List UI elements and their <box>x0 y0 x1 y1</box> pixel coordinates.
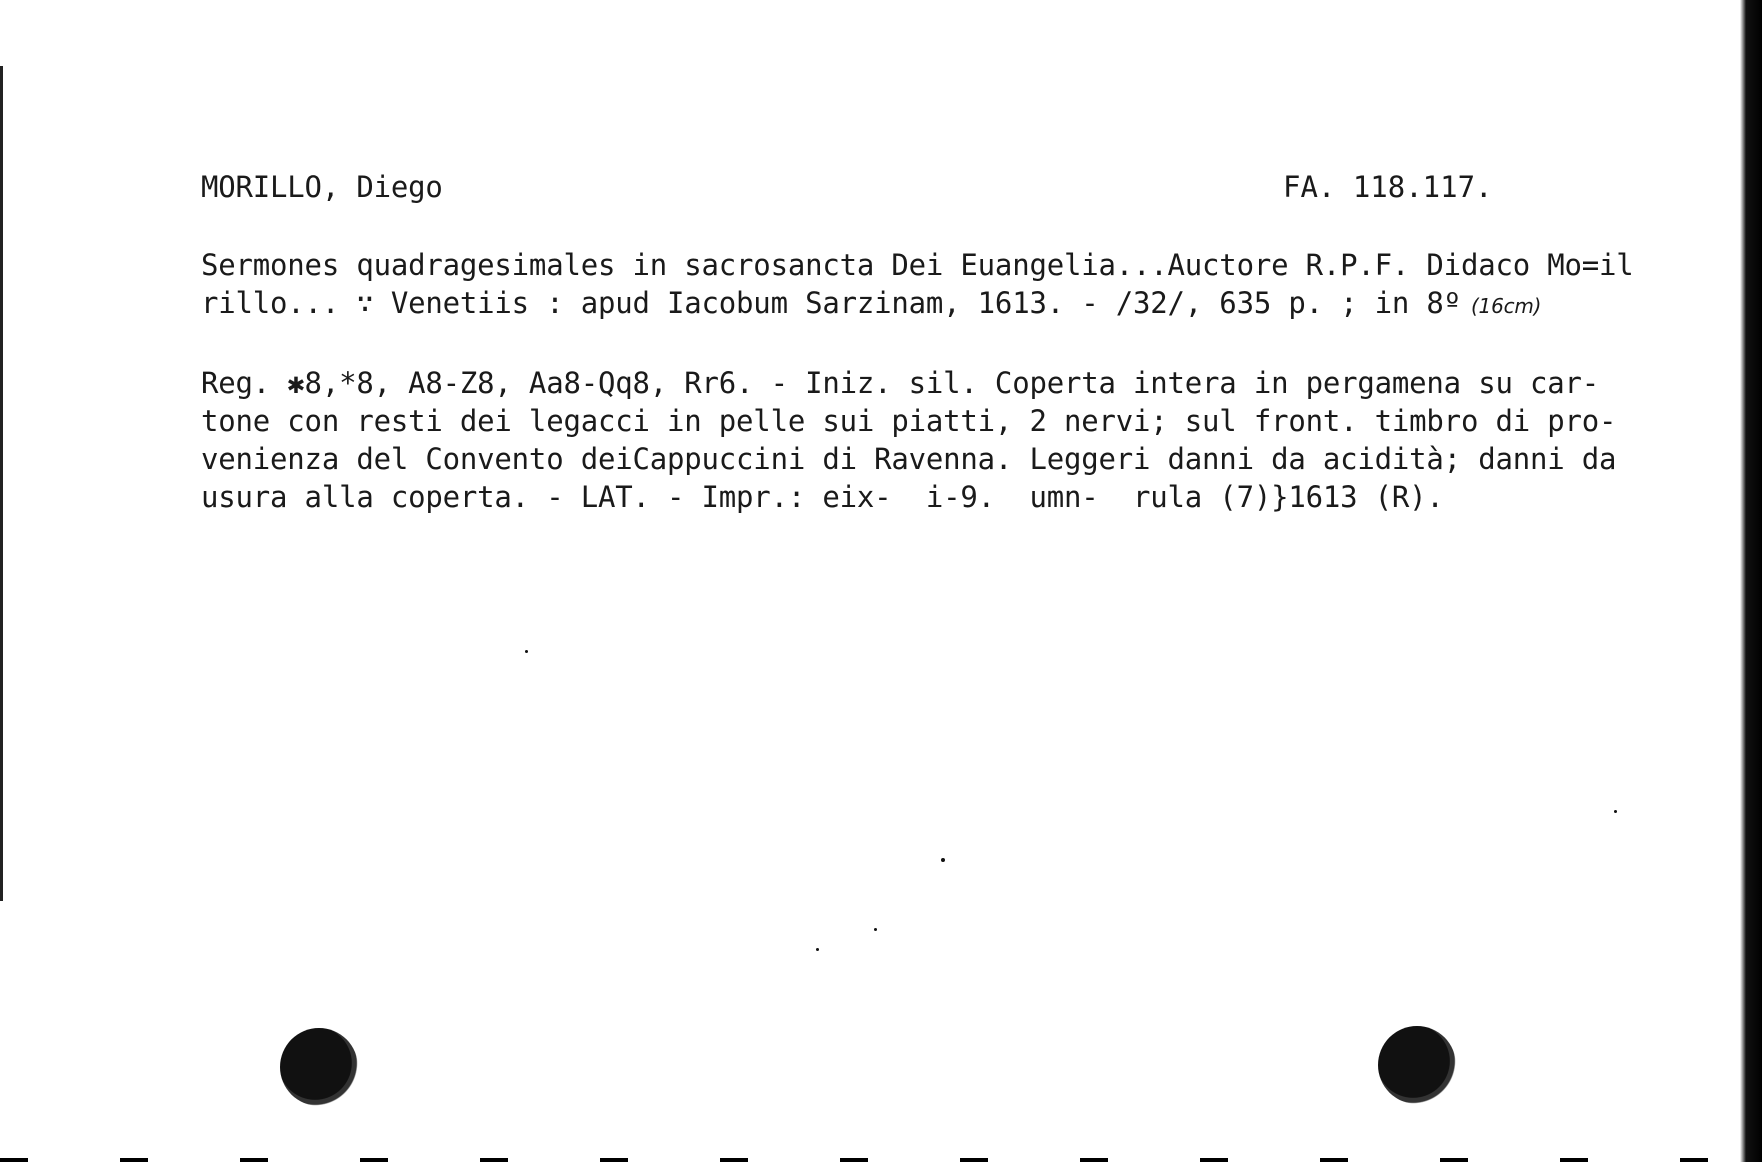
description-line-4: usura alla coperta. - LAT. - Impr.: eix- i-9. umn- rula (7)}1613 (R). <box>201 480 1444 514</box>
speck <box>525 650 528 653</box>
scan-edge-right <box>1740 0 1762 1162</box>
punch-hole-left <box>280 1028 358 1106</box>
description-line-1: Reg. ✱8,*8, A8-Z8, Aa8-Qq8, Rr6. - Iniz. sil. Coperta intera in pergamena su car- <box>201 366 1600 400</box>
shelfmark: FA. 118.117. <box>1283 170 1493 204</box>
description-line-2: tone con resti dei legacci in pelle sui piatti, 2 nervi; sul front. timbro di pro- <box>201 404 1617 438</box>
title-line-2 <box>201 284 1541 325</box>
scan-edge-left <box>0 66 3 901</box>
speck <box>1614 810 1617 813</box>
speck <box>941 858 945 862</box>
author-heading: MORILLO, Diego <box>201 170 443 204</box>
description-line-3: venienza del Convento deiCappuccini di Ravenna. Leggeri danni da acidità; danni da <box>201 442 1617 476</box>
title-line-1: Sermones quadragesimales in sacrosancta Dei Euangelia...Auctore R.P.F. Didaco Mo=il <box>201 248 1634 282</box>
scan-edge-bottom <box>0 1158 1762 1162</box>
speck <box>874 928 877 931</box>
handwritten-size-note: (16cm) <box>1470 294 1542 318</box>
speck <box>816 948 819 951</box>
title-line-2-text: rillo... ∵ Venetiis : apud Iacobum Sarzinam, 1613. - /32/, 635 p. ; in 8º <box>201 286 1461 320</box>
punch-hole-right <box>1378 1026 1456 1104</box>
